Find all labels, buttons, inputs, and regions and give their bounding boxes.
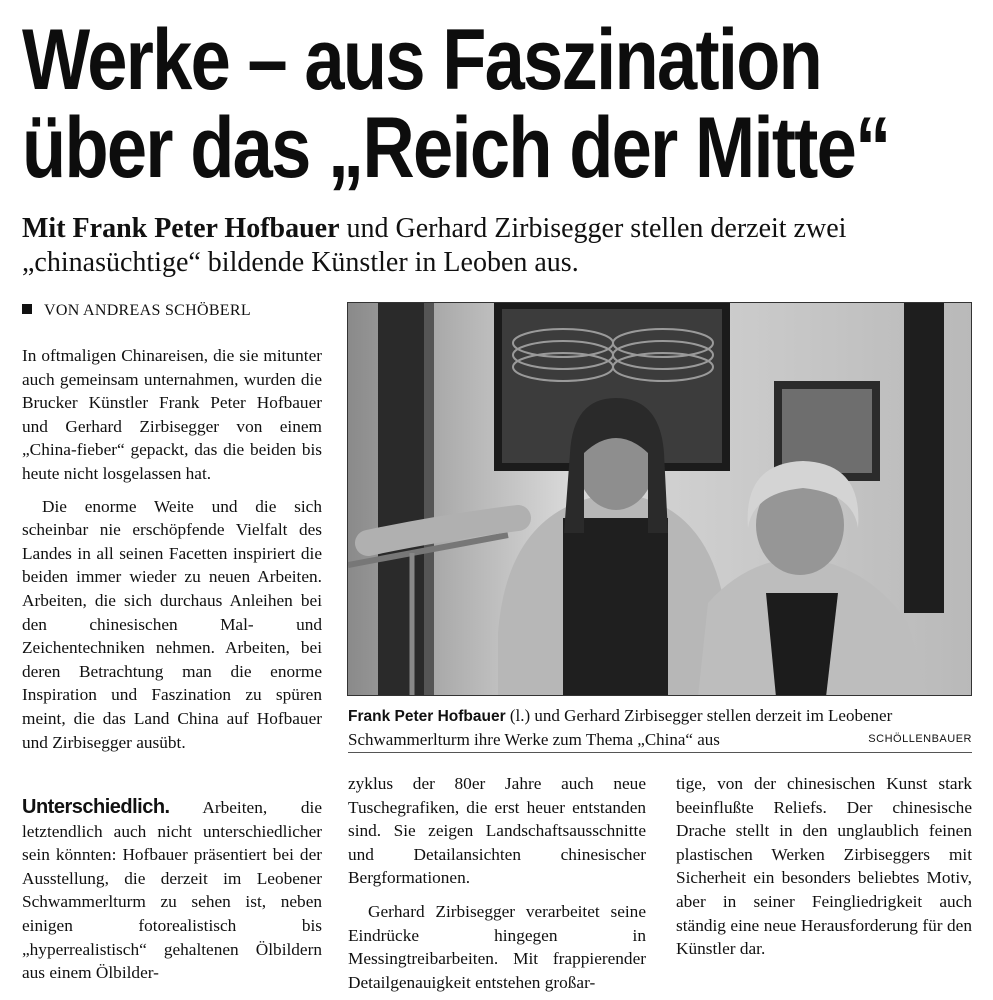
paragraph-2: Die enorme Weite und die sich scheinbar nie erschöpfende Vielfalt des Landes in all seinen Facetten inspiriert die beiden immer wieder zu neuen Arbeiten. Arbeiten, die sich durchaus Anleihen bei den chinesischen Mal- und Zeichentechniken nehmen. Arbeiten, bei deren Betrachtung man die enorme Inspiration und Faszination zu spüren meint, die das Land China auf Hofbauer und Zirbisegger ausübt. bbox=[22, 496, 322, 752]
photo-caption bbox=[348, 704, 972, 751]
headline-line-1: Werke – aus Faszination bbox=[22, 12, 822, 108]
headline bbox=[22, 12, 980, 196]
paragraph-3-text: Arbeiten, die letztendlich auch nicht unterschiedlicher sein könnten: Hofbauer präsentiert bei der Ausstellung, die derzeit im Leobener Schwammerlturm zu sehen ist, neben einigen fotorealistisch bis „hyperrealistisch“ gehaltenen Ölbildern aus einem Ölbilder- bbox=[22, 798, 322, 983]
column-1-lower bbox=[22, 796, 322, 985]
paragraph-6: tige, von der chinesischen Kunst stark beeinflußte Reliefs. Der chinesische Drache stellt in den unglaublich feinen plastischen Werken Zirbiseggers mit Sicherheit ein besonders beliebtes Motiv, aber in seiner Feingliedrigkeit auch ständig eine neue Herausforderung für den Künstler dar. bbox=[676, 774, 972, 959]
runin-heading: Unterschiedlich. bbox=[22, 796, 170, 818]
headline-line-2: über das „Reich der Mitte“ bbox=[22, 100, 890, 196]
subheadline bbox=[22, 212, 977, 280]
article-photo bbox=[347, 302, 972, 696]
caption-rest: (l.) und Gerhard Zirbisegger stellen derzeit im Leobener Schwammerlturm ihre Werke zum Thema „China“ aus bbox=[348, 706, 893, 749]
column-1 bbox=[22, 344, 322, 754]
subhead-bold: Mit Frank Peter Hofbauer bbox=[22, 213, 340, 244]
paragraph-3 bbox=[22, 796, 322, 985]
paragraph-5: Gerhard Zirbisegger verarbeitet seine Eindrücke hingegen in Messingtreibarbeiten. Mit frappierender Detailgenauigkeit entstehen großar- bbox=[348, 901, 646, 992]
caption-bold: Frank Peter Hofbauer bbox=[348, 708, 506, 725]
byline bbox=[22, 302, 251, 320]
photo-credit: SCHÖLLENBAUER bbox=[868, 733, 972, 745]
byline-text: VON ANDREAS SCHÖBERL bbox=[44, 302, 251, 319]
paragraph-1: In oftmaligen Chinareisen, die sie mitunter auch gemeinsam unternahmen, wurden die Brucker Künstler Frank Peter Hofbauer und Gerhard Zirbisegger von einem „China-fieber“ gepackt, das die beiden bis heute nicht losgelassen hat. bbox=[22, 346, 322, 483]
paragraph-4: zyklus der 80er Jahre auch neue Tuschegrafiken, die erst heuer entstanden sind. Sie zeigen Landschaftsausschnitte und Detailansichten chinesischer Bergformationen. bbox=[348, 774, 646, 888]
subhead-rest: und Gerhard Zirbisegger stellen derzeit zwei „chinasüchtige“ bildende Künstler in Leoben aus. bbox=[22, 213, 847, 278]
column-2 bbox=[348, 772, 646, 994]
bullet-square-icon bbox=[22, 304, 32, 314]
caption-rule bbox=[348, 752, 972, 753]
column-3 bbox=[676, 772, 972, 961]
photo-illustration bbox=[348, 303, 972, 696]
